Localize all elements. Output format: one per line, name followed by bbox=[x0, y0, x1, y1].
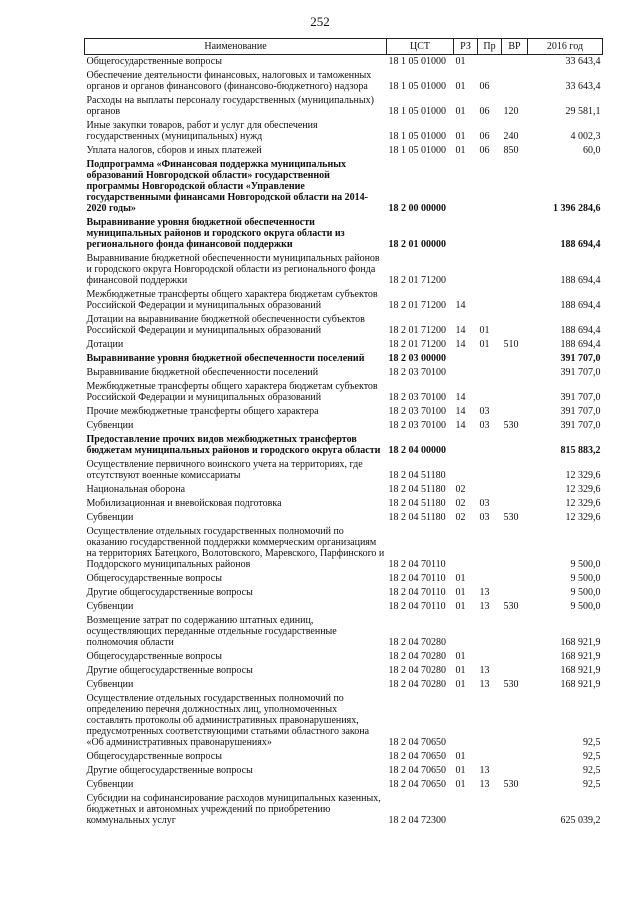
row-pr: 06 bbox=[479, 106, 490, 117]
row-cst: 18 1 05 01000 bbox=[388, 145, 446, 156]
table-row bbox=[85, 405, 603, 419]
table-row bbox=[85, 497, 603, 511]
row-name: Межбюджетные трансферты общего характера бюджетам субъектов Российской Федерации и муниципальных образований bbox=[86, 289, 378, 311]
row-amount: 625 039,2 bbox=[560, 815, 601, 826]
row-vr bbox=[502, 572, 528, 586]
row-vr bbox=[502, 692, 528, 750]
row-pr: 13 bbox=[479, 665, 490, 676]
row-rz: 01 bbox=[455, 106, 466, 117]
row-name: Выравнивание уровня бюджетной обеспеченности поселений bbox=[86, 353, 365, 364]
row-pr: 13 bbox=[479, 587, 490, 598]
row-vr bbox=[502, 55, 528, 70]
row-amount: 188 694,4 bbox=[560, 339, 601, 350]
row-amount: 12 329,6 bbox=[565, 498, 601, 509]
row-cst: 18 2 04 51180 bbox=[388, 498, 446, 509]
row-amount: 33 643,4 bbox=[565, 56, 601, 67]
row-vr bbox=[502, 69, 528, 94]
row-cst: 18 2 01 71200 bbox=[388, 300, 446, 311]
row-vr: 530 bbox=[503, 679, 519, 690]
row-cst: 18 2 03 70100 bbox=[388, 420, 446, 431]
table-header-row bbox=[85, 39, 603, 55]
row-name: Общегосударственные вопросы bbox=[86, 573, 222, 584]
row-amount: 92,5 bbox=[583, 779, 601, 790]
row-rz: 01 bbox=[455, 573, 466, 584]
table-row bbox=[85, 764, 603, 778]
table-row bbox=[85, 572, 603, 586]
header-vr: ВР bbox=[502, 39, 528, 55]
row-rz: 14 bbox=[455, 392, 466, 403]
row-vr bbox=[502, 792, 528, 828]
row-amount: 1 396 284,6 bbox=[553, 203, 601, 214]
row-name: Другие общегосударственные вопросы bbox=[86, 587, 253, 598]
row-name: Субсидии на софинансирование расходов муниципальных казенных, бюджетных и автономных учреждений по приобретению коммунальных услуг bbox=[86, 793, 381, 826]
table-row bbox=[85, 692, 603, 750]
row-name: Прочие межбюджетные трансферты общего характера bbox=[86, 406, 319, 417]
header-rz: РЗ bbox=[454, 39, 478, 55]
row-cst: 18 2 04 70650 bbox=[388, 765, 446, 776]
row-cst: 18 2 04 70110 bbox=[388, 601, 446, 612]
row-vr bbox=[502, 252, 528, 288]
table-row bbox=[85, 433, 603, 458]
table-row bbox=[85, 366, 603, 380]
row-cst: 18 2 01 00000 bbox=[388, 239, 446, 250]
row-pr: 01 bbox=[479, 325, 490, 336]
row-cst: 18 2 04 51180 bbox=[388, 512, 446, 523]
row-amount: 391 707,0 bbox=[560, 353, 601, 364]
row-rz: 14 bbox=[455, 339, 466, 350]
row-name: Возмещение затрат по содержанию штатных единиц, осуществляющих переданные отдельные государственные полномочия области bbox=[86, 615, 337, 648]
table-row bbox=[85, 525, 603, 572]
header-pr: Пр bbox=[478, 39, 502, 55]
row-name: Осуществление первичного воинского учета на территориях, где отсутствуют военные комиссариаты bbox=[86, 459, 363, 481]
row-rz: 01 bbox=[455, 56, 466, 67]
row-rz: 01 bbox=[455, 587, 466, 598]
table-row bbox=[85, 792, 603, 828]
row-cst: 18 2 03 70100 bbox=[388, 406, 446, 417]
row-cst: 18 2 04 70280 bbox=[388, 665, 446, 676]
table-row bbox=[85, 650, 603, 664]
row-cst: 18 2 04 70650 bbox=[388, 751, 446, 762]
row-name: Дотации bbox=[86, 339, 124, 350]
row-cst: 18 2 04 51180 bbox=[388, 484, 446, 495]
row-name: Осуществление отдельных государственных полномочий по определению перечня должностных лиц, уполномоченных составлять протоколы об административных правонарушениях, предусмотренных соответствующими статьями областного закона «Об административных правонарушениях» bbox=[86, 693, 370, 748]
row-pr: 13 bbox=[479, 765, 490, 776]
row-rz: 01 bbox=[455, 601, 466, 612]
row-vr bbox=[502, 525, 528, 572]
row-name: Уплата налогов, сборов и иных платежей bbox=[86, 145, 262, 156]
row-vr bbox=[502, 380, 528, 405]
row-amount: 92,5 bbox=[583, 737, 601, 748]
row-rz bbox=[454, 525, 478, 572]
row-pr: 06 bbox=[479, 145, 490, 156]
row-rz: 01 bbox=[455, 131, 466, 142]
table-row bbox=[85, 419, 603, 433]
row-cst: 18 2 04 70280 bbox=[388, 637, 446, 648]
row-pr: 03 bbox=[479, 420, 490, 431]
row-name: Национальная оборона bbox=[86, 484, 186, 495]
table-row bbox=[85, 678, 603, 692]
row-cst: 18 2 04 70110 bbox=[388, 559, 446, 570]
row-rz bbox=[454, 252, 478, 288]
row-amount: 168 921,9 bbox=[560, 665, 601, 676]
row-cst: 18 2 04 00000 bbox=[388, 445, 446, 456]
row-rz: 14 bbox=[455, 406, 466, 417]
header-name: Наименование bbox=[85, 39, 387, 55]
row-name: Выравнивание бюджетной обеспеченности поселений bbox=[86, 367, 319, 378]
row-cst: 18 1 05 01000 bbox=[388, 106, 446, 117]
row-pr bbox=[478, 650, 502, 664]
row-cst: 18 2 04 51180 bbox=[388, 470, 446, 481]
row-vr: 530 bbox=[503, 601, 519, 612]
header-cst: ЦСТ bbox=[387, 39, 454, 55]
row-cst: 18 2 01 71200 bbox=[388, 339, 446, 350]
row-amount: 391 707,0 bbox=[560, 420, 601, 431]
row-rz: 01 bbox=[455, 765, 466, 776]
row-amount: 168 921,9 bbox=[560, 637, 601, 648]
row-vr bbox=[502, 764, 528, 778]
row-rz: 02 bbox=[455, 484, 466, 495]
row-pr: 03 bbox=[479, 498, 490, 509]
row-cst: 18 1 05 01000 bbox=[388, 56, 446, 67]
row-vr: 530 bbox=[503, 512, 519, 523]
row-name: Субвенции bbox=[86, 601, 134, 612]
row-name: Мобилизационная и вневойсковая подготовка bbox=[86, 498, 282, 509]
row-vr bbox=[502, 664, 528, 678]
row-name: Иные закупки товаров, работ и услуг для обеспечения государственных (муниципальных) нужд bbox=[86, 120, 318, 142]
table-row bbox=[85, 483, 603, 497]
row-pr: 03 bbox=[479, 512, 490, 523]
row-amount: 92,5 bbox=[583, 751, 601, 762]
row-name: Выравнивание бюджетной обеспеченности муниципальных районов и городского округа Новгородской области из регионального фонда финансовой поддержки bbox=[86, 253, 380, 286]
row-amount: 188 694,4 bbox=[560, 325, 601, 336]
table-row bbox=[85, 586, 603, 600]
row-rz: 01 bbox=[455, 751, 466, 762]
row-vr bbox=[502, 158, 528, 216]
row-amount: 12 329,6 bbox=[565, 484, 601, 495]
row-rz: 14 bbox=[455, 420, 466, 431]
table-row bbox=[85, 288, 603, 313]
row-amount: 391 707,0 bbox=[560, 367, 601, 378]
table-row bbox=[85, 119, 603, 144]
table-row bbox=[85, 338, 603, 352]
row-vr: 530 bbox=[503, 779, 519, 790]
row-name: Выравнивание уровня бюджетной обеспеченности муниципальных районов и городского округа области из регионального фонда финансовой поддержки bbox=[86, 217, 345, 250]
row-amount: 60,0 bbox=[583, 145, 601, 156]
row-name: Дотации на выравнивание бюджетной обеспеченности субъектов Российской Федерации и муниципальных образований bbox=[86, 314, 365, 336]
row-amount: 391 707,0 bbox=[560, 392, 601, 403]
row-amount: 12 329,6 bbox=[565, 470, 601, 481]
table-row bbox=[85, 158, 603, 216]
row-cst: 18 2 04 70110 bbox=[388, 573, 446, 584]
row-cst: 18 1 05 01000 bbox=[388, 81, 446, 92]
row-pr: 13 bbox=[479, 601, 490, 612]
row-cst: 18 1 05 01000 bbox=[388, 131, 446, 142]
row-pr bbox=[478, 692, 502, 750]
row-rz: 14 bbox=[455, 325, 466, 336]
table-row bbox=[85, 380, 603, 405]
row-rz: 01 bbox=[455, 145, 466, 156]
row-name: Общегосударственные вопросы bbox=[86, 751, 222, 762]
row-vr bbox=[502, 433, 528, 458]
row-pr: 06 bbox=[479, 131, 490, 142]
row-amount: 9 500,0 bbox=[570, 601, 601, 612]
budget-table bbox=[84, 38, 603, 828]
row-amount: 12 329,6 bbox=[565, 512, 601, 523]
row-vr: 850 bbox=[503, 145, 519, 156]
row-pr bbox=[478, 380, 502, 405]
row-name: Предоставление прочих видов межбюджетных трансфертов бюджетам муниципальных районов и городского округа области bbox=[86, 434, 381, 456]
row-rz: 01 bbox=[455, 779, 466, 790]
row-cst: 18 2 04 70650 bbox=[388, 737, 446, 748]
row-name: Обеспечение деятельности финансовых, налоговых и таможенных органов и органов финансового (финансово-бюджетного) надзора bbox=[86, 70, 372, 92]
table-row bbox=[85, 144, 603, 158]
row-amount: 188 694,4 bbox=[560, 275, 601, 286]
table-row bbox=[85, 252, 603, 288]
row-rz bbox=[454, 366, 478, 380]
row-pr bbox=[478, 352, 502, 366]
row-amount: 4 002,3 bbox=[570, 131, 601, 142]
row-cst: 18 2 00 00000 bbox=[388, 203, 446, 214]
row-name: Субвенции bbox=[86, 679, 134, 690]
row-pr bbox=[478, 216, 502, 252]
row-pr: 06 bbox=[479, 81, 490, 92]
table-body bbox=[85, 55, 603, 829]
row-rz bbox=[454, 158, 478, 216]
row-pr bbox=[478, 433, 502, 458]
row-amount: 9 500,0 bbox=[570, 573, 601, 584]
row-vr bbox=[502, 313, 528, 338]
row-cst: 18 2 04 70110 bbox=[388, 587, 446, 598]
row-vr bbox=[502, 366, 528, 380]
row-pr: 01 bbox=[479, 339, 490, 350]
table-row bbox=[85, 511, 603, 525]
row-rz: 01 bbox=[455, 81, 466, 92]
row-pr bbox=[478, 288, 502, 313]
row-name: Другие общегосударственные вопросы bbox=[86, 665, 253, 676]
row-amount: 9 500,0 bbox=[570, 587, 601, 598]
row-vr bbox=[502, 352, 528, 366]
row-pr bbox=[478, 158, 502, 216]
row-cst: 18 2 03 70100 bbox=[388, 367, 446, 378]
row-name: Общегосударственные вопросы bbox=[86, 56, 222, 67]
row-cst: 18 2 01 71200 bbox=[388, 275, 446, 286]
table-row bbox=[85, 55, 603, 70]
table-row bbox=[85, 614, 603, 650]
row-vr bbox=[502, 483, 528, 497]
row-cst: 18 2 04 70280 bbox=[388, 679, 446, 690]
row-amount: 92,5 bbox=[583, 765, 601, 776]
row-name: Расходы на выплаты персоналу государственных (муниципальных) органов bbox=[86, 95, 374, 117]
row-pr bbox=[478, 614, 502, 650]
row-rz bbox=[454, 792, 478, 828]
row-cst: 18 2 03 70100 bbox=[388, 392, 446, 403]
row-pr: 03 bbox=[479, 406, 490, 417]
row-name: Подпрограмма «Финансовая поддержка муниципальных образований Новгородской области» государственной программы Новгородской области «Управление государственными финансами Новгородской области на 2014-2020 годы» bbox=[86, 159, 368, 214]
row-cst: 18 2 04 72300 bbox=[388, 815, 446, 826]
row-rz bbox=[454, 433, 478, 458]
row-amount: 815 883,2 bbox=[560, 445, 601, 456]
row-vr bbox=[502, 750, 528, 764]
row-rz bbox=[454, 692, 478, 750]
table-row bbox=[85, 664, 603, 678]
row-vr bbox=[502, 650, 528, 664]
row-vr: 530 bbox=[503, 420, 519, 431]
table-row bbox=[85, 750, 603, 764]
row-rz: 01 bbox=[455, 651, 466, 662]
row-cst: 18 2 04 70650 bbox=[388, 779, 446, 790]
row-rz: 02 bbox=[455, 498, 466, 509]
page-number: 252 bbox=[310, 14, 330, 29]
row-amount: 168 921,9 bbox=[560, 651, 601, 662]
row-pr bbox=[478, 458, 502, 483]
row-vr: 240 bbox=[503, 131, 519, 142]
row-amount: 33 643,4 bbox=[565, 81, 601, 92]
row-pr bbox=[478, 366, 502, 380]
row-rz: 02 bbox=[455, 512, 466, 523]
row-pr bbox=[478, 55, 502, 70]
row-name: Общегосударственные вопросы bbox=[86, 651, 222, 662]
table-row bbox=[85, 94, 603, 119]
row-vr bbox=[502, 216, 528, 252]
row-vr bbox=[502, 614, 528, 650]
row-cst: 18 2 04 70280 bbox=[388, 651, 446, 662]
row-rz bbox=[454, 458, 478, 483]
table-row bbox=[85, 313, 603, 338]
row-pr bbox=[478, 525, 502, 572]
table-row bbox=[85, 69, 603, 94]
header-year: 2016 год bbox=[528, 39, 603, 55]
table-row bbox=[85, 600, 603, 614]
row-vr bbox=[502, 288, 528, 313]
row-name: Межбюджетные трансферты общего характера бюджетам субъектов Российской Федерации и муниципальных образований bbox=[86, 381, 378, 403]
row-vr bbox=[502, 586, 528, 600]
row-vr bbox=[502, 405, 528, 419]
row-name: Другие общегосударственные вопросы bbox=[86, 765, 253, 776]
row-amount: 168 921,9 bbox=[560, 679, 601, 690]
row-vr bbox=[502, 458, 528, 483]
row-name: Субвенции bbox=[86, 779, 134, 790]
table-row bbox=[85, 778, 603, 792]
row-rz bbox=[454, 352, 478, 366]
row-vr: 510 bbox=[503, 339, 519, 350]
row-rz: 01 bbox=[455, 679, 466, 690]
row-pr bbox=[478, 792, 502, 828]
row-pr bbox=[478, 572, 502, 586]
row-rz bbox=[454, 614, 478, 650]
row-rz: 14 bbox=[455, 300, 466, 311]
row-cst: 18 2 03 00000 bbox=[388, 353, 446, 364]
row-rz: 01 bbox=[455, 665, 466, 676]
row-pr bbox=[478, 750, 502, 764]
row-amount: 391 707,0 bbox=[560, 406, 601, 417]
row-name: Субвенции bbox=[86, 512, 134, 523]
row-vr bbox=[502, 497, 528, 511]
row-pr: 13 bbox=[479, 779, 490, 790]
row-pr: 13 bbox=[479, 679, 490, 690]
row-amount: 188 694,4 bbox=[560, 300, 601, 311]
row-amount: 9 500,0 bbox=[570, 559, 601, 570]
row-rz bbox=[454, 216, 478, 252]
table-row bbox=[85, 352, 603, 366]
table-row bbox=[85, 216, 603, 252]
row-name: Осуществление отдельных государственных полномочий по оказанию государственной поддержки коммерческим организациям на территориях Батецкого, Волотовского, Маревского, Парфинского и Поддорского муниципальных районов bbox=[86, 526, 385, 570]
row-cst: 18 2 01 71200 bbox=[388, 325, 446, 336]
row-amount: 188 694,4 bbox=[560, 239, 601, 250]
row-name: Субвенции bbox=[86, 420, 134, 431]
table-row bbox=[85, 458, 603, 483]
row-pr bbox=[478, 252, 502, 288]
row-pr bbox=[478, 483, 502, 497]
row-amount: 29 581,1 bbox=[565, 106, 601, 117]
row-vr: 120 bbox=[503, 106, 519, 117]
